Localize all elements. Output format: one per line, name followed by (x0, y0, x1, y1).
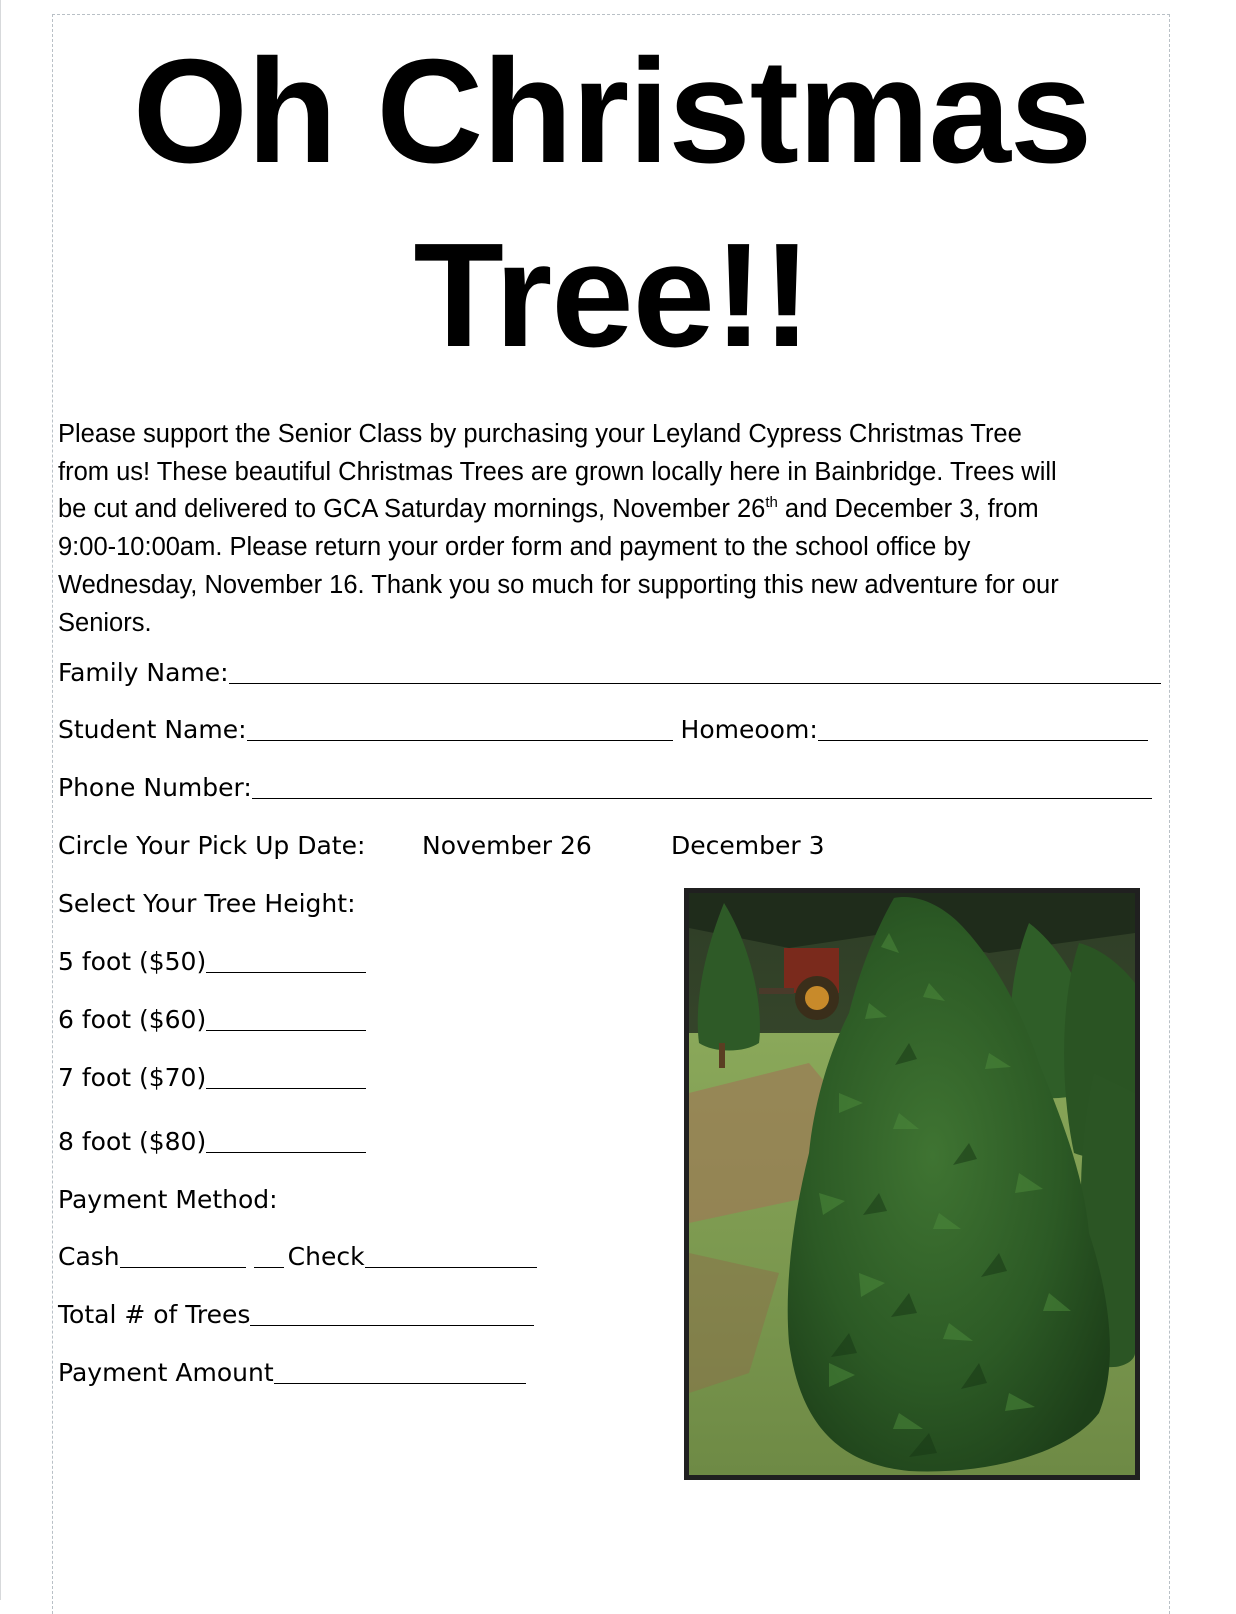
title-line-1: Oh Christmas (132, 29, 1092, 194)
height-option-row (58, 1063, 366, 1092)
height-option-row (58, 947, 366, 976)
family-name-row (58, 658, 1161, 687)
cash-label: Cash (58, 1242, 120, 1271)
height-option-row (58, 1127, 366, 1156)
tree-illustration (689, 893, 1135, 1475)
pickup-label: Circle Your Pick Up Date: (58, 831, 366, 860)
cash-check-row (58, 1242, 537, 1271)
pickup-row (58, 831, 365, 860)
intro-line: Seniors. (58, 608, 152, 637)
intro-line: Please support the Senior Class by purchasing your Leyland Cypress Christmas Tree (58, 420, 1022, 448)
student-name-row (58, 715, 1148, 744)
height-option-label: 5 foot ($50) (58, 947, 207, 976)
blank-underline (254, 1243, 284, 1268)
height-label: Select Your Tree Height: (58, 889, 356, 918)
payment-amount-label: Payment Amount (58, 1358, 274, 1387)
ordinal-suffix: th (765, 494, 778, 512)
total-trees-row (58, 1300, 534, 1329)
christmas-tree-photo (684, 888, 1140, 1480)
intro-text: and December 3, from (777, 495, 1039, 524)
height-7ft-field[interactable] (206, 1064, 366, 1089)
family-name-field[interactable] (229, 659, 1161, 684)
payment-method-label: Payment Method: (58, 1185, 278, 1214)
homeroom-field[interactable] (818, 716, 1148, 741)
height-option-row (58, 1005, 366, 1034)
intro-text: be cut and delivered to GCA Saturday mornings, November 26 (58, 495, 766, 524)
payment-method-row (58, 1185, 278, 1214)
homeroom-label: Homeoom: (680, 715, 818, 744)
intro-line (58, 491, 1178, 529)
payment-amount-row (58, 1358, 526, 1387)
pickup-option-november-26[interactable]: November 26 (422, 831, 592, 860)
total-trees-label: Total # of Trees (58, 1300, 251, 1329)
height-5ft-field[interactable] (206, 948, 366, 973)
intro-line: from us! These beautiful Christmas Trees are grown locally here in Bainbridge. Trees will (58, 457, 1057, 486)
height-heading-row (58, 889, 356, 918)
student-name-label: Student Name: (58, 715, 247, 744)
height-8ft-field[interactable] (206, 1128, 366, 1153)
height-option-label: 6 foot ($60) (58, 1005, 207, 1034)
height-option-label: 7 foot ($70) (58, 1063, 207, 1092)
height-option-label: 8 foot ($80) (58, 1127, 207, 1156)
pickup-option-december-3[interactable]: December 3 (671, 831, 825, 860)
phone-row (58, 773, 1152, 802)
payment-amount-field[interactable] (274, 1359, 526, 1384)
intro-line: 9:00-10:00am. Please return your order form and payment to the school office by (58, 533, 971, 562)
student-name-field[interactable] (247, 716, 673, 741)
height-6ft-field[interactable] (206, 1006, 366, 1031)
intro-paragraph (58, 416, 1178, 642)
total-trees-field[interactable] (250, 1301, 534, 1326)
phone-field[interactable] (252, 774, 1152, 799)
left-edge-line (0, 0, 1, 1600)
phone-label: Phone Number: (58, 773, 252, 802)
family-name-label: Family Name: (58, 658, 229, 687)
title-line-2: Tree!! (413, 213, 811, 378)
cash-field[interactable] (120, 1243, 246, 1268)
intro-line: Wednesday, November 16. Thank you so much for supporting this new adventure for our (58, 570, 1059, 599)
check-field[interactable] (365, 1243, 537, 1268)
check-label: Check (287, 1242, 365, 1271)
